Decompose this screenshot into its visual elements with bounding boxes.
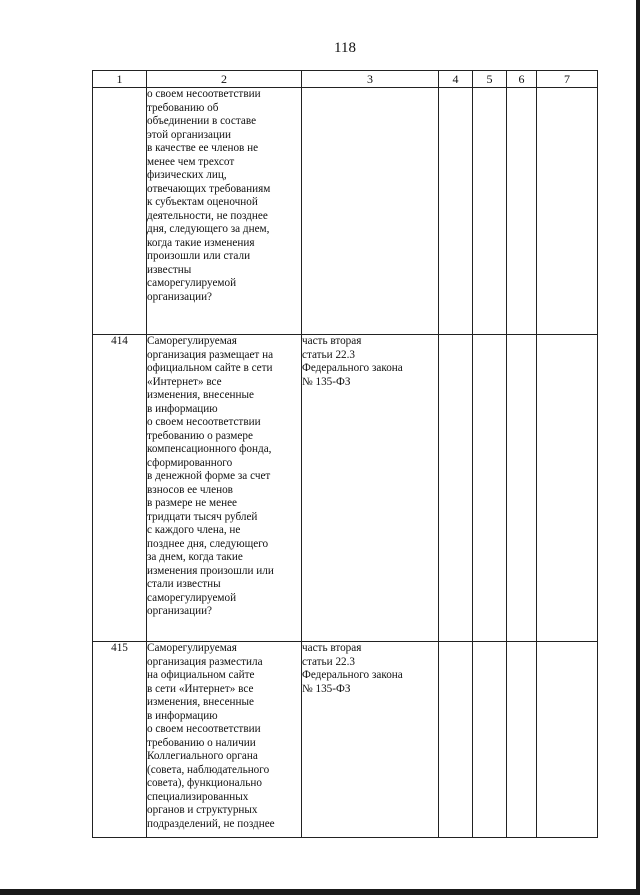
column-number-5: 5 <box>473 71 507 88</box>
scan-edge-bottom <box>0 889 640 895</box>
answer-cell-7 <box>537 642 598 838</box>
table-row-415 <box>93 642 598 838</box>
answer-cell-5 <box>473 642 507 838</box>
table-row-continuation <box>93 88 598 335</box>
answer-cell-4 <box>439 88 473 335</box>
requirement-text: Саморегулируемая организация размещает на официальном сайте в сети «Интернет» все изменения, внесенные в информацию о своем несоответствии требованию о размере компенсационного фонда, сформированного в денежной форме за счет взносов ее членов в размере не менее тридцати тысяч рублей с каждого члена, не позднее дня, следующего за днем, когда такие изменения произошли или стали известны саморегулируемой организации? <box>147 335 302 642</box>
answer-cell-6 <box>507 88 537 335</box>
answer-cell-6 <box>507 335 537 642</box>
column-number-3: 3 <box>302 71 439 88</box>
column-number-2: 2 <box>147 71 302 88</box>
answer-cell-4 <box>439 642 473 838</box>
row-number: 414 <box>93 335 147 642</box>
column-number-1: 1 <box>93 71 147 88</box>
answer-cell-4 <box>439 335 473 642</box>
answer-cell-5 <box>473 88 507 335</box>
legal-reference: часть вторая статьи 22.3 Федерального закона № 135-ФЗ <box>302 642 439 838</box>
column-number-6: 6 <box>507 71 537 88</box>
requirement-text: о своем несоответствии требованию об объединении в составе этой организации в качестве ее членов не менее чем трехсот физических лиц, отвечающих требованиям к субъектам оценочной деятельности, не позднее дня, следующего за днем, когда такие изменения произошли или стали известны саморегулируемой организации? <box>147 88 302 335</box>
legal-reference <box>302 88 439 335</box>
answer-cell-6 <box>507 642 537 838</box>
checklist-table <box>92 70 598 838</box>
column-number-row <box>93 71 598 88</box>
row-number: 415 <box>93 642 147 838</box>
column-number-7: 7 <box>537 71 598 88</box>
scan-edge-right <box>636 0 640 895</box>
table-row-414 <box>93 335 598 642</box>
requirement-text: Саморегулируемая организация разместила на официальном сайте в сети «Интернет» все изменения, внесенные в информацию о своем несоответствии требованию о наличии Коллегиального органа (совета, наблюдательного совета), функционально специализированных органов и структурных подразделений, не позднее <box>147 642 302 838</box>
page-number: 118 <box>334 40 356 56</box>
column-number-4: 4 <box>439 71 473 88</box>
answer-cell-7 <box>537 88 598 335</box>
row-number <box>93 88 147 335</box>
answer-cell-7 <box>537 335 598 642</box>
answer-cell-5 <box>473 335 507 642</box>
legal-reference: часть вторая статьи 22.3 Федерального закона № 135-ФЗ <box>302 335 439 642</box>
